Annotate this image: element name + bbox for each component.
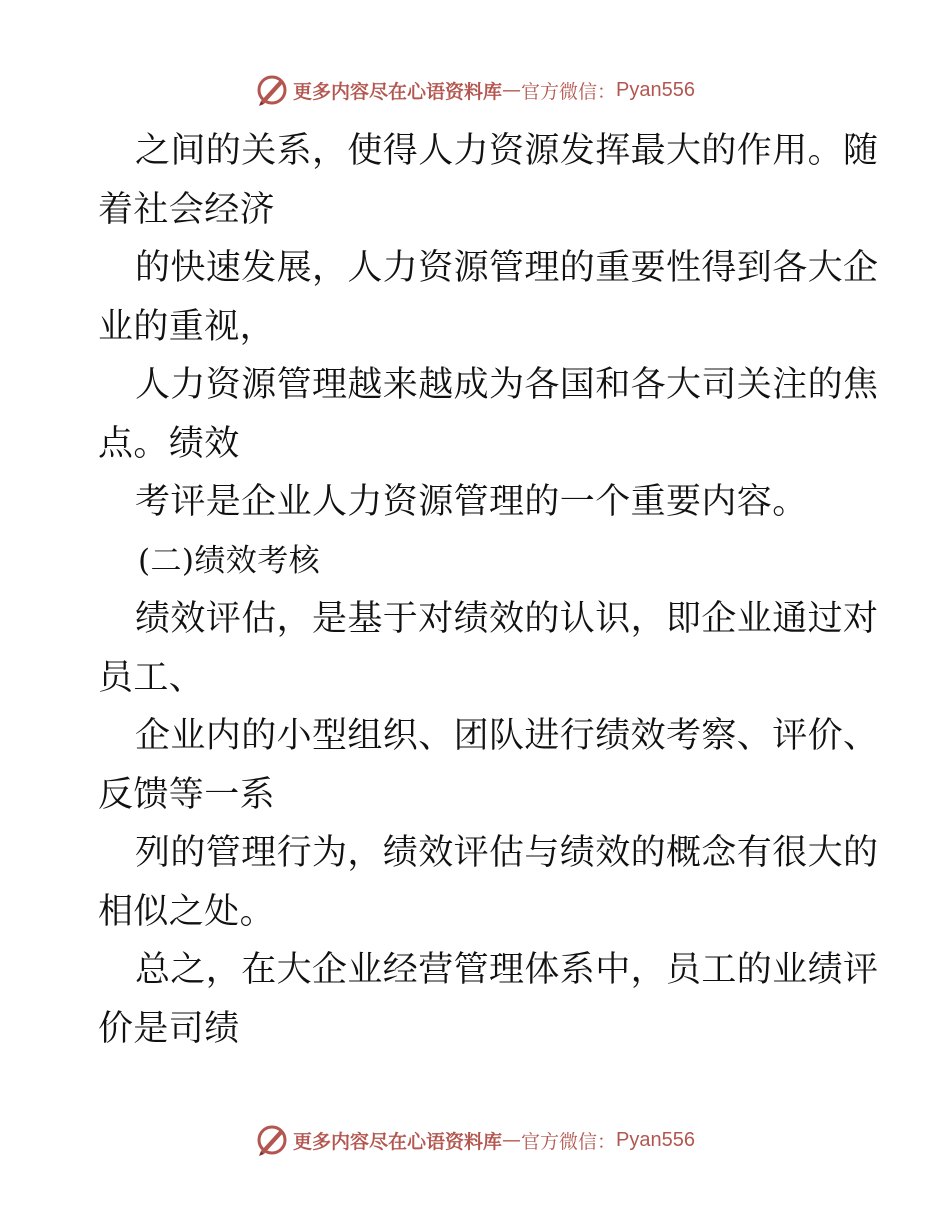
document-body <box>98 122 879 1058</box>
paragraph-line: 着社会经济 <box>98 189 276 230</box>
watermark-separator: — <box>502 79 522 101</box>
paragraph-line: 之间的关系，使得人力资源发挥最大的作用。随 <box>135 131 879 171</box>
paragraph-line: 列的管理行为，绩效评估与绩效的概念有很大的 <box>135 833 879 873</box>
watermark-wechat-label: 官方微信： <box>521 80 617 103</box>
paragraph-line: 点。绩效 <box>98 423 240 464</box>
pen-logo-icon <box>255 1123 289 1157</box>
watermark-text: 更多内容尽在心语资料库 <box>293 80 503 103</box>
paragraph-line: 的快速发展，人力资源管理的重要性得到各大企 <box>135 248 879 288</box>
paragraph-line: 总之，在大企业经营管理体系中，员工的业绩评 <box>135 950 879 990</box>
footer-watermark <box>0 1120 950 1160</box>
watermark-wechat-id: Pyan556 <box>616 1128 695 1151</box>
section-heading: (二)绩效考核 <box>138 542 320 579</box>
header-watermark <box>0 70 950 110</box>
watermark-separator: — <box>502 1129 522 1151</box>
watermark-wechat-label: 官方微信： <box>521 1130 617 1153</box>
paragraph-line: 绩效评估，是基于对绩效的认识，即企业通过对 <box>135 599 879 639</box>
paragraph-line: 人力资源管理越来越成为各国和各大司关注的焦 <box>135 365 879 405</box>
paragraph-line: 考评是企业人力资源管理的一个重要内容。 <box>135 482 808 522</box>
paragraph-line: 员工、 <box>98 657 205 698</box>
paragraph-line: 反馈等一系 <box>98 774 276 815</box>
pen-logo-icon <box>255 73 289 107</box>
watermark-wechat-id: Pyan556 <box>616 78 695 101</box>
watermark-text: 更多内容尽在心语资料库 <box>293 1130 503 1153</box>
paragraph-line: 相似之处。 <box>98 891 276 932</box>
paragraph-line: 企业内的小型组织、团队进行绩效考察、评价、 <box>135 716 879 756</box>
paragraph-line: 价是司绩 <box>98 1008 240 1049</box>
paragraph-line: 业的重视， <box>98 306 276 347</box>
